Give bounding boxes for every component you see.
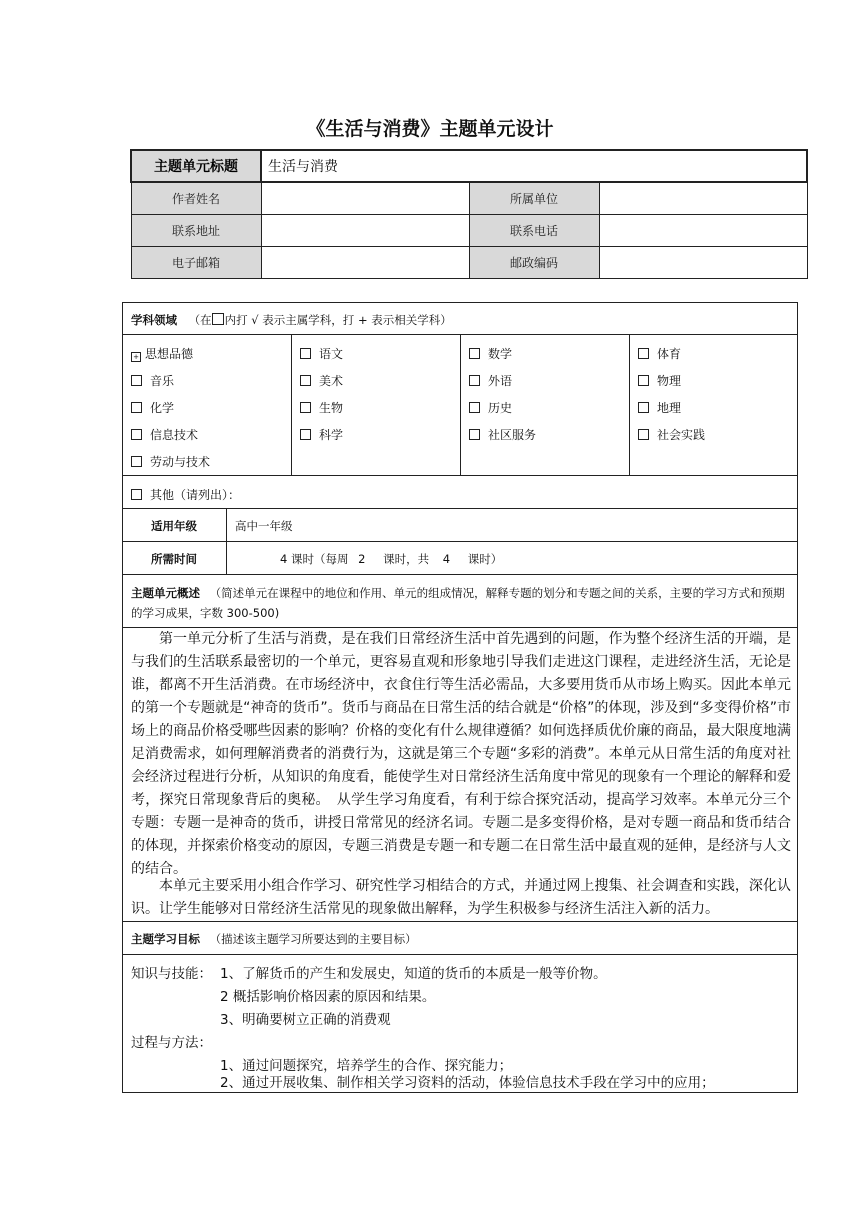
subject-label: 物理 bbox=[657, 374, 682, 388]
subject-label: 音乐 bbox=[150, 374, 175, 388]
unit-title-label: 主题单元标题 bbox=[131, 150, 261, 182]
time-value[interactable] bbox=[280, 551, 502, 567]
time-text: 4 课时（每周 bbox=[280, 552, 349, 566]
divider bbox=[122, 541, 798, 542]
subject-other[interactable] bbox=[131, 486, 240, 503]
subject-item[interactable] bbox=[131, 399, 174, 416]
subject-heading: 学科领域 bbox=[131, 313, 177, 327]
phone-label: 联系电话 bbox=[469, 215, 599, 247]
subject-label: 科学 bbox=[319, 428, 344, 442]
overview-hint: （简述单元在课程中的地位和作用、单元的组成情况，解释专题的划分和专题之间的关系，主要的学习方式和预期的学习成果，字数 300-500) bbox=[131, 586, 785, 620]
org-field[interactable] bbox=[599, 182, 807, 215]
subject-label: 化学 bbox=[150, 401, 175, 415]
overview-heading-row bbox=[131, 583, 793, 623]
subject-item[interactable] bbox=[638, 372, 681, 389]
goals-hint: （描述该主题学习所要达到的主要目标） bbox=[209, 932, 417, 946]
checkbox-icon[interactable] bbox=[469, 402, 480, 413]
subject-item[interactable] bbox=[300, 345, 343, 362]
goal-knowledge-1: 1、了解货币的产生和发展史，知道的货币的本质是一般等价物。 bbox=[220, 966, 607, 982]
subject-hint-post: 内打 √ 表示主属学科，打 + 表示相关学科） bbox=[224, 313, 452, 327]
subject-item[interactable] bbox=[131, 426, 198, 443]
time-label: 所需时间 bbox=[151, 552, 197, 566]
subject-item[interactable] bbox=[131, 453, 210, 470]
subject-label: 美术 bbox=[319, 374, 344, 388]
subject-label: 信息技术 bbox=[150, 428, 199, 442]
overview-paragraph-1: 第一单元分析了生活与消费，是在我们日常经济生活中首先遇到的问题，作为整个经济生活的开端，是与我们的生活联系最密切的一个单元，更容易直观和形象地引导我们走进这门课程，走进经济生活，无论是谁，都离不开生活消费。在市场经济中，衣食住行等生活必需品，大多要用货币从市场上购买。因此本单元的第一个专题就是“神奇的货币”。货币与商品在日常生活的结合就是“价格”的体现，涉及到“多变得价格”市场上的商品价格受哪些因素的影响？价格的变化有什么规律遵循？如何选择质优价廉的商品，最大限度地满足消费需求，如何理解消费者的消费行为，这就是第三个专题“多彩的消费”。本单元从日常生活的角度对社会经济过程进行分析，从知识的角度看，能使学生对日常经济生活角度中常见的现象有一个理论的解释和爱考，探究日常现象背后的奥秘。 从学生学习角度看，有利于综合探究活动，提高学习效率。本单元分三个专题：专题一是神奇的货币，讲授日常常见的经济名词。专题二是多变得价格，是对专题一商品和货币结合的体现，并探索价格变动的原因，专题三消费是专题一和专题二在日常生活中最直观的延伸，是经济与人文的结合。 bbox=[131, 631, 791, 877]
address-label: 联系地址 bbox=[131, 215, 261, 247]
email-label: 电子邮箱 bbox=[131, 247, 261, 279]
checkbox-icon[interactable] bbox=[131, 456, 142, 467]
subject-item[interactable] bbox=[300, 372, 343, 389]
phone-field[interactable] bbox=[599, 215, 807, 247]
divider bbox=[122, 574, 798, 575]
goal-knowledge-2: 2 概括影响价格因素的原因和结果。 bbox=[220, 989, 436, 1005]
total-hours: 4 bbox=[442, 552, 451, 566]
goals-heading-row bbox=[131, 931, 417, 947]
subject-label: 思想品德 bbox=[145, 347, 194, 361]
author-label: 作者姓名 bbox=[131, 182, 261, 215]
zip-label: 邮政编码 bbox=[469, 247, 599, 279]
subject-item[interactable] bbox=[638, 399, 681, 416]
subject-item[interactable] bbox=[300, 399, 343, 416]
subject-hint-pre: （在 bbox=[188, 313, 212, 327]
grade-label: 适用年级 bbox=[151, 519, 197, 533]
page-title: 《生活与消费》主题单元设计 bbox=[306, 118, 554, 140]
subject-item[interactable] bbox=[469, 426, 536, 443]
goal-knowledge-label: 知识与技能： bbox=[131, 966, 212, 982]
checkbox-icon[interactable] bbox=[638, 375, 649, 386]
checkbox-icon[interactable] bbox=[638, 348, 649, 359]
subject-label: 体育 bbox=[657, 347, 682, 361]
goals-heading: 主题学习目标 bbox=[131, 932, 200, 946]
checkbox-icon[interactable] bbox=[300, 348, 311, 359]
goal-process-2: 2、通过开展收集、制作相关学习资料的活动，体验信息技术手段在学习中的应用； bbox=[220, 1075, 715, 1091]
checkbox-icon bbox=[212, 313, 224, 325]
subject-heading-row bbox=[131, 312, 452, 328]
divider bbox=[629, 334, 630, 475]
checkbox-icon[interactable] bbox=[469, 375, 480, 386]
subject-item[interactable] bbox=[638, 426, 705, 443]
checkbox-icon[interactable] bbox=[131, 375, 142, 386]
address-field[interactable] bbox=[261, 215, 469, 247]
subject-item[interactable] bbox=[300, 426, 343, 443]
checkbox-checked-icon[interactable]: + bbox=[131, 352, 141, 362]
subject-item[interactable] bbox=[469, 345, 512, 362]
checkbox-icon[interactable] bbox=[638, 429, 649, 440]
weekly-hours: 2 bbox=[358, 552, 366, 566]
info-table bbox=[130, 149, 808, 279]
divider bbox=[122, 921, 798, 922]
checkbox-icon[interactable] bbox=[638, 402, 649, 413]
subject-label: 劳动与技术 bbox=[150, 455, 211, 469]
divider bbox=[122, 508, 798, 509]
checkbox-icon[interactable] bbox=[469, 348, 480, 359]
overview-heading: 主题单元概述 bbox=[131, 586, 200, 600]
divider bbox=[122, 954, 798, 955]
subject-item[interactable] bbox=[131, 345, 193, 362]
subject-item[interactable] bbox=[469, 399, 512, 416]
org-label: 所属单位 bbox=[469, 182, 599, 215]
subject-other-label: 其他（请列出）： bbox=[150, 488, 241, 502]
subject-label: 地理 bbox=[657, 401, 682, 415]
subject-label: 外语 bbox=[488, 374, 513, 388]
subject-label: 社区服务 bbox=[488, 428, 537, 442]
subject-label: 历史 bbox=[488, 401, 513, 415]
checkbox-icon[interactable] bbox=[300, 375, 311, 386]
overview-paragraph-2: 本单元主要采用小组合作学习、研究性学习相结合的方式，并通过网上搜集、社会调查和实践，深化认识。让学生能够对日常经济生活常见的现象做出解释，为学生积极参与经济生活注入新的活力。 bbox=[131, 878, 791, 917]
checkbox-icon[interactable] bbox=[131, 429, 142, 440]
subject-label: 语文 bbox=[319, 347, 344, 361]
subject-label: 数学 bbox=[488, 347, 513, 361]
checkbox-icon[interactable] bbox=[131, 489, 142, 500]
checkbox-icon[interactable] bbox=[131, 402, 142, 413]
divider bbox=[460, 334, 461, 475]
grade-value[interactable]: 高中一年级 bbox=[235, 519, 293, 533]
subject-label: 社会实践 bbox=[657, 428, 706, 442]
goal-process-label: 过程与方法： bbox=[131, 1035, 212, 1051]
goal-knowledge-3: 3、明确要树立正确的消费观 bbox=[220, 1012, 391, 1028]
subject-item[interactable] bbox=[638, 345, 681, 362]
time-text: 课时，共 bbox=[383, 552, 430, 566]
zip-field[interactable] bbox=[599, 247, 807, 279]
time-text: 课时） bbox=[467, 552, 503, 566]
checkbox-icon[interactable] bbox=[300, 402, 311, 413]
checkbox-icon[interactable] bbox=[300, 429, 311, 440]
checkbox-icon[interactable] bbox=[469, 429, 480, 440]
email-field[interactable] bbox=[261, 247, 469, 279]
divider bbox=[122, 475, 798, 476]
divider bbox=[226, 508, 227, 574]
goal-process-1: 1、通过问题探究，培养学生的合作、探究能力； bbox=[220, 1058, 513, 1074]
author-field[interactable] bbox=[261, 182, 469, 215]
subject-item[interactable] bbox=[131, 372, 174, 389]
unit-title-field[interactable]: 生活与消费 bbox=[261, 150, 807, 182]
divider bbox=[291, 334, 292, 475]
subject-item[interactable] bbox=[469, 372, 512, 389]
subject-label: 生物 bbox=[319, 401, 344, 415]
